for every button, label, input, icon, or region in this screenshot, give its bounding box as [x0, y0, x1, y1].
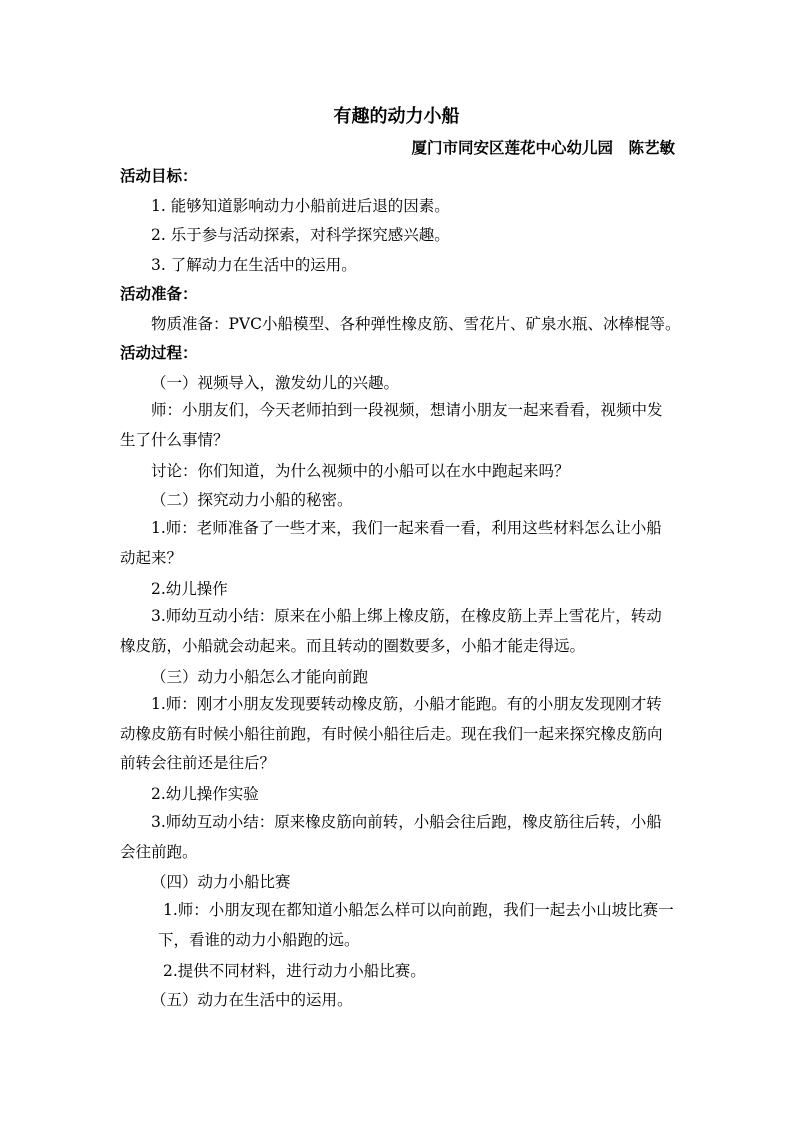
section3-title: （三）动力小船怎么才能向前跑 [151, 668, 369, 686]
section4-paragraph-1: 1.师：小朋友现在都知道小船怎么样可以向前跑，我们一起去小山坡比赛一下，看谁的动力小船跑的远。 [158, 901, 674, 949]
section2-paragraph-1: 1.师：老师准备了一些才来，我们一起来看一看，利用这些材料怎么让小船动起来？ [120, 519, 662, 567]
section4-title: （四）动力小船比赛 [151, 873, 291, 891]
section4-paragraph-2: 2.提供不同材料，进行动力小船比赛。 [163, 962, 426, 980]
document-title: 有趣的动力小船 [333, 106, 460, 127]
preparation-heading: 活动准备： [120, 284, 198, 303]
preparation-text: 物质准备：PVC小船模型、各种弹性橡皮筋、雪花片、矿泉水瓶、冰棒棍等。 [151, 315, 681, 333]
goal-item-3: 3. 了解动力在生活中的运用。 [151, 256, 357, 274]
section3-paragraph-3: 3.师幼互动小结：原来橡皮筋向前转，小船会往后跑，橡皮筋往后转，小船会往前跑。 [120, 813, 662, 861]
section5-title: （五）动力在生活中的运用。 [151, 991, 353, 1009]
section2-title: （二）探究动力小船的秘密。 [151, 491, 353, 509]
section2-paragraph-2: 2.幼儿操作 [151, 580, 228, 598]
process-heading: 活动过程： [120, 343, 198, 362]
goal-item-2: 2. 乐于参与活动探索，对科学探究感兴趣。 [151, 226, 450, 244]
section3-paragraph-2: 2.幼儿操作实验 [151, 785, 259, 803]
goals-heading: 活动目标： [120, 166, 198, 185]
section1-paragraph-1: 师：小朋友们，今天老师拍到一段视频，想请小朋友一起来看看，视频中发生了什么事情？ [120, 401, 663, 449]
goal-item-1: 1. 能够知道影响动力小船前进后退的因素。 [151, 197, 450, 215]
section2-paragraph-3: 3.师幼互动小结：原来在小船上绑上橡皮筋，在橡皮筋上弄上雪花片，转动橡皮筋，小船就会动起来。而且转动的圈数要多，小船才能走得远。 [120, 607, 662, 655]
document-author: 厦门市同安区莲花中心幼儿园 陈艺敏 [411, 138, 675, 157]
section3-paragraph-1: 1.师：刚才小朋友发现要转动橡皮筋，小船才能跑。有的小朋友发现刚才转动橡皮筋有时候小船往前跑，有时候小船往后走。现在我们一起来探究橡皮筋向前转会往前还是往后？ [120, 695, 663, 772]
section1-title: （一）视频导入，激发幼儿的兴趣。 [151, 374, 400, 392]
section1-paragraph-2: 讨论：你们知道，为什么视频中的小船可以在水中跑起来吗？ [151, 462, 570, 480]
